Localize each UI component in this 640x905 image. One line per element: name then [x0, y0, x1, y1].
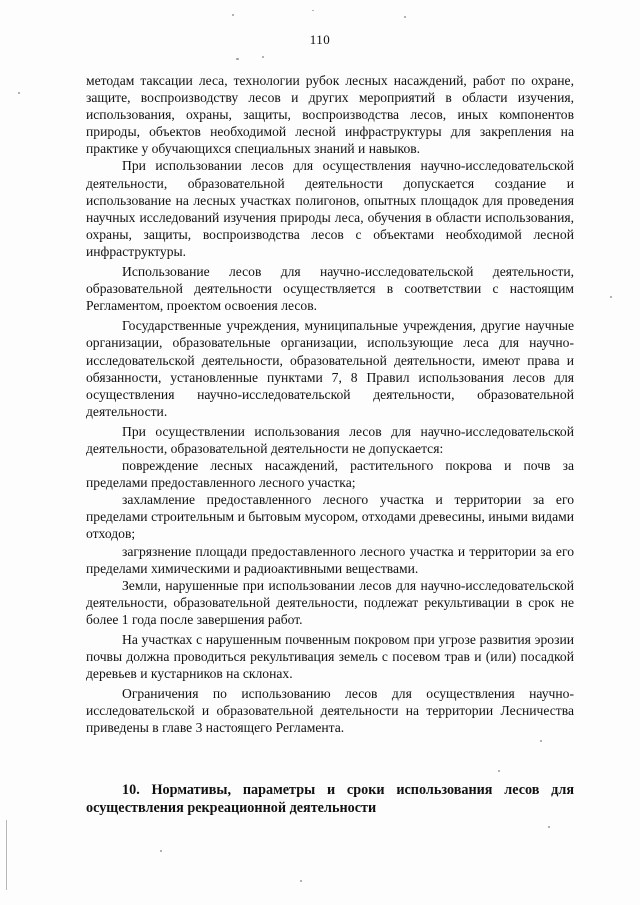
- paragraph: При осуществлении использования лесов для научно-исследовательской деятельности, образовательной деятельности не допускается:: [86, 423, 574, 456]
- scan-speck: [404, 16, 406, 18]
- scan-speck: [610, 296, 612, 298]
- scan-speck: [232, 14, 234, 16]
- paragraph: На участках с нарушенным почвенным покровом при угрозе развития эрозии почвы должна проводиться рекультивация земель с посевом трав и (или) посадкой деревьев и кустарников на склонах.: [86, 632, 574, 682]
- scan-speck: [312, 10, 314, 11]
- page-number: 110: [309, 32, 331, 47]
- list-item: захламление предоставленного лесного участка и территории за его пределами строительным и бытовым мусором, отходами древесины, иными видами отходов;: [86, 492, 574, 542]
- paragraph: Ограничения по использованию лесов для осуществления научно-исследовательской и образовательной деятельности на территории Лесничества приведены в главе 3 настоящего Регламента.: [86, 686, 574, 736]
- list-item: загрязнение площади предоставленного лесного участка и территории за его пределами химическими и радиоактивными веществами.: [86, 543, 574, 576]
- scan-speck: [18, 92, 20, 94]
- paragraph: Государственные учреждения, муниципальные учреждения, другие научные организации, образовательные организации, использующие леса для научно-исследовательской деятельности, образовательной деятельности, имеют права и обязанности, установленные пунктами 7, 8 Правил использования лесов для осуществления научно-исследовательской деятельности, образовательной деятельности.: [86, 318, 574, 419]
- scan-speck: [300, 880, 302, 882]
- list-item: повреждение лесных насаждений, растительного покрова и почв за пределами предоставленного лесного участка;: [86, 458, 574, 491]
- paragraph: Земли, нарушенные при использовании лесов для научно-исследовательской деятельности, образовательной деятельности, подлежат рекультивации в срок не более 1 года после завершения работ.: [86, 577, 574, 627]
- paragraph: Использование лесов для научно-исследовательской деятельности, образовательной деятельности осуществляется в соответствии с настоящим Регламентом, проектом освоения лесов.: [86, 264, 574, 314]
- scan-speck: [160, 850, 162, 852]
- scan-speck: [548, 826, 550, 828]
- scan-speck: [498, 770, 500, 772]
- scan-speck: [236, 58, 239, 60]
- body-text: [86, 72, 574, 737]
- scan-speck: [262, 56, 264, 58]
- scan-edge-line: [6, 820, 7, 890]
- scan-speck: [540, 740, 542, 742]
- section-heading: 10. Нормативы, параметры и сроки использования лесов для осуществления рекреационной деятельности: [86, 782, 574, 816]
- paragraph: При использовании лесов для осуществления научно-исследовательской деятельности, образовательной деятельности допускается создание и использование на лесных участках полигонов, опытных площадок для проведения научных исследований изучения природы леса, обучения в области использования, охраны, защиты, воспроизводства лесов с объектами необходимой лесной инфраструктуры.: [86, 158, 574, 259]
- paragraph-continuation: методам таксации леса, технологии рубок лесных насаждений, работ по охране, защите, воспроизводству лесов и других мероприятий в области изучения, использования, охраны, защиты, воспроизводства лесов, иных компонентов природы, объектов необходимой лесной инфраструктуры для закрепления на практике у обучающихся специальных знаний и навыков.: [86, 73, 574, 157]
